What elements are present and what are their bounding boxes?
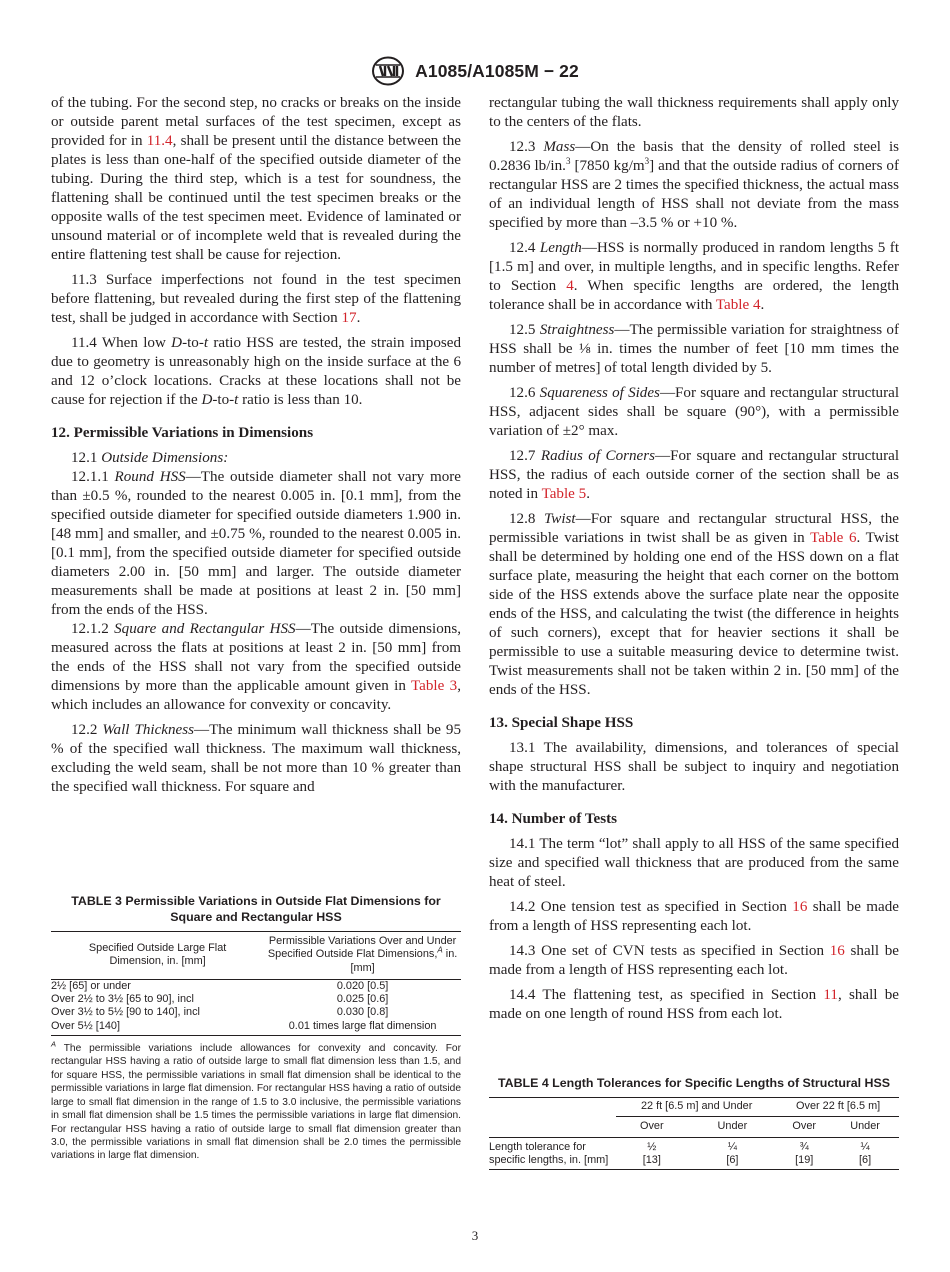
link-section-16[interactable]: 16: [792, 899, 808, 915]
paragraph-12-1-2: 12.1.2 Square and Rectangular HSS—The outside dimensions, measured across the flats at positions at least 2 in. [50 mm] from the ends of the HSS shall not vary from the specified outside dimensions by more than the applicable amount given in Table 3, which includes an allowance for convexity or concavity.: [51, 621, 461, 713]
link-section-4[interactable]: 4: [566, 278, 574, 294]
table-4-group-row: [489, 1098, 899, 1117]
paragraph-12-2: 12.2 Wall Thickness—The minimum wall thickness shall be 95 % of the specified wall thickness. The maximum wall thickness, excluding the weld seam, shall be not more than 10 % greater than the specified wall thickness. For square and: [51, 722, 461, 795]
link-table-5[interactable]: Table 5: [541, 486, 587, 502]
link-table-3[interactable]: Table 3: [410, 678, 458, 694]
table-3-grid: [51, 931, 461, 1036]
table-4-row-label: Length tolerance for specific lengths, in. [mm]: [489, 1140, 609, 1166]
paragraph-14-2: 14.2 One tension test as specified in Section 16 shall be made from a length of HSS representing each lot.: [489, 899, 899, 934]
paragraph-12-5: 12.5 Straightness—The permissible variation for straightness of HSS shall be ⅛ in. times the number of feet [10 mm times the number of metres] of total length divided by 5.: [489, 322, 899, 376]
right-column: [489, 94, 899, 1030]
table-4-group-under: 22 ft [6.5 m] and Under: [616, 1098, 777, 1117]
paragraph-12-1-1: 12.1.1 Round HSS—The outside diameter shall not vary more than ±0.5 %, rounded to the nearest 0.005 in. [0.1 mm], from the specified outside diameter for specified outside diameters 1.900 in. [48 mm] and smaller, and ±0.75 %, rounded to the nearest 0.005 in. [0.1 mm], from the specified outside diameter for specified outside diameters 2.00 in. [50 mm] and larger. The outside diameter measurements shall be made at positions at least 2 in. [50 mm] from the ends of the HSS.: [51, 469, 461, 618]
table-3-col-dimension: Specified Outside Large Flat Dimension, in. [mm]: [51, 932, 264, 980]
table-4: [489, 1075, 899, 1170]
paragraph-12-1: 12.1 Outside Dimensions:: [71, 450, 229, 466]
table-4-title: TABLE 4 Length Tolerances for Specific Lengths of Structural HSS: [498, 1076, 890, 1090]
paragraph-14-4: 14.4 The flattening test, as specified in Section 11, shall be made on one length of round HSS from each lot.: [489, 987, 899, 1022]
paragraph-12-2-continued: rectangular tubing the wall thickness requirements shall apply only to the centers of the flats.: [489, 95, 899, 130]
table-4-grid: [489, 1097, 899, 1170]
table-3-header-row: [51, 932, 461, 980]
link-table-4[interactable]: Table 4: [715, 297, 761, 313]
table-4-group-over: Over 22 ft [6.5 m]: [777, 1098, 899, 1117]
link-section-17[interactable]: 17: [341, 310, 357, 326]
paragraph-11-3: 11.3 Surface imperfections not found in the test specimen before flattening, but revealed during the first step of the flattening test, shall be judged in accordance with Section 17.: [51, 272, 461, 326]
paragraph-14-1: 14.1 The term “lot” shall apply to all HSS of the same specified size and specified wall thickness that are produced from the same heat of steel.: [489, 836, 899, 890]
link-section-16[interactable]: 16: [829, 943, 845, 959]
paragraph-12-4: 12.4 Length—HSS is normally produced in random lengths 5 ft [1.5 m] and over, in multiple lengths, and in specific lengths. Refer to Section 4. When specific lengths are ordered, the length tolerance shall be in accordance with Table 4.: [489, 240, 900, 313]
table-4-subheader-row: Over Under Over Under: [489, 1117, 899, 1137]
page-number: 3: [471, 1228, 479, 1243]
table-3-footnote: $^A$ The permissible variations include allowances for convexity and concavity. For rectangular HSS having a ratio of outside large to small flat dimension less than 1.5, and for square HSS, the permissible variations in small flat dimension shall be identical to the permissible variations in large flat dimension. For rectangular HSS having a ratio of outside large to small flat dimension in the range of 1.5 to 3.0 inclusive, the permissible variations in small flat dimension shall be 1.5 times the permissible variations in large flat dimension. For rectangular HSS having a ratio of outside large to small flat dimension greater than 3.0, the permissible variations in small flat dimension shall be 2.0 times the permissible variations in large flat dimension.: [51, 1039, 461, 1162]
heading-section-13: 13. Special Shape HSS: [489, 715, 634, 731]
standard-designation: A1085/A1085M − 22: [415, 60, 579, 81]
paragraph-12-3: 12.3 Mass—On the basis that the density of rolled steel is 0.2836 lb/in.$^3$ [7850 $kg/m^3$] and that the outside radius of corners of rectangular HSS are 2 times the specified thickness, the actual mass of an individual length of HSS shall not deviate from the mass specified by more than –3.5 % or +10 %.: [489, 139, 900, 231]
table-row: Over 2½ to 3½ [65 to 90], incl 0.025 [0.6]: [51, 993, 389, 1006]
paragraph-12-8: 12.8 Twist—For square and rectangular structural HSS, the permissible variations in twist shall be as given in Table 6. Twist shall be determined by holding one end of the HSS down on a flat surface plate, measuring the height that each corner on the bottom side of the HSS extends above the surface plate near the opposite ends of the HSS, and calculating the twist (the difference in heights of such corners), except that for heavier sections it shall be permissible to use a suitable measuring device to determine twist. Twist measurements shall not be taken within 2 in. [50 mm] of the ends of the HSS.: [489, 511, 900, 698]
link-table-6[interactable]: Table 6: [810, 530, 857, 546]
paragraph-11-2-continued: of the tubing. For the second step, no cracks or breaks on the inside or outside parent metal surfaces of the test specimen, except as provided for in 11.4, shall be present until the distance between the plates is less than one-half of the specified outside diameter of the tubing. During the third step, which is a test for soundness, the flattening shall be continued until the test specimen breaks or the opposite walls of the test specimen meet. Evidence of laminated or unsound material or of incomplete weld that is revealed during the entire flattening test shall be cause for rejection.: [51, 95, 461, 263]
table-row: Over 5½ [140] 0.01 times large flat dimension: [51, 1019, 437, 1032]
table-3-title: TABLE 3 Permissible Variations in Outside Flat Dimensions for Square and Rectangular HSS: [71, 894, 441, 924]
table-row: 2½ [65] or under 0.020 [0.5]: [51, 979, 389, 992]
heading-section-12: 12. Permissible Variations in Dimensions: [51, 425, 314, 441]
paragraph-11-4: 11.4 When low D-to-t ratio HSS are tested, the strain imposed due to geometry is unreasonably high on the inside surface at the 6 and 12 o’clock locations. Cracks at these locations shall not be cause for rejection if the D-to-t ratio is less than 10.: [51, 335, 461, 408]
link-section-11-4[interactable]: 11.4: [146, 133, 173, 149]
link-section-11[interactable]: 11: [823, 987, 838, 1003]
paragraph-14-3: 14.3 One set of CVN tests as specified in Section 16 shall be made from a length of HSS representing each lot.: [489, 943, 899, 978]
heading-section-14: 14. Number of Tests: [489, 811, 618, 827]
paragraph-12-7: 12.7 Radius of Corners—For square and rectangular structural HSS, the radius of each outside corner of the section shall be as noted in Table 5.: [489, 448, 900, 502]
table-3: [51, 893, 461, 1163]
page-header: [0, 54, 950, 88]
table-3-col-variation: Permissible Variations Over and Under Specified Outside Flat Dimensions,$^A$ in. [mm]: [264, 932, 461, 980]
paragraph-13-1: 13.1 The availability, dimensions, and tolerances of special shape structural HSS shall be subject to inquiry and negotiation with the manufacturer.: [489, 740, 899, 794]
paragraph-12-6: 12.6 Squareness of Sides—For square and rectangular structural HSS, adjacent sides shall be square (90°), with a permissible variation of ±2° max.: [489, 385, 900, 439]
left-column: [51, 94, 461, 803]
table-row: Length tolerance for specific lengths, in. [mm] ½ [13] ¼ [6] ¾ [19] ¼ [6]: [489, 1137, 899, 1170]
table-row: Over 3½ to 5½ [90 to 140], incl 0.030 [0.8]: [51, 1006, 389, 1019]
astm-logo-icon: [371, 56, 405, 86]
